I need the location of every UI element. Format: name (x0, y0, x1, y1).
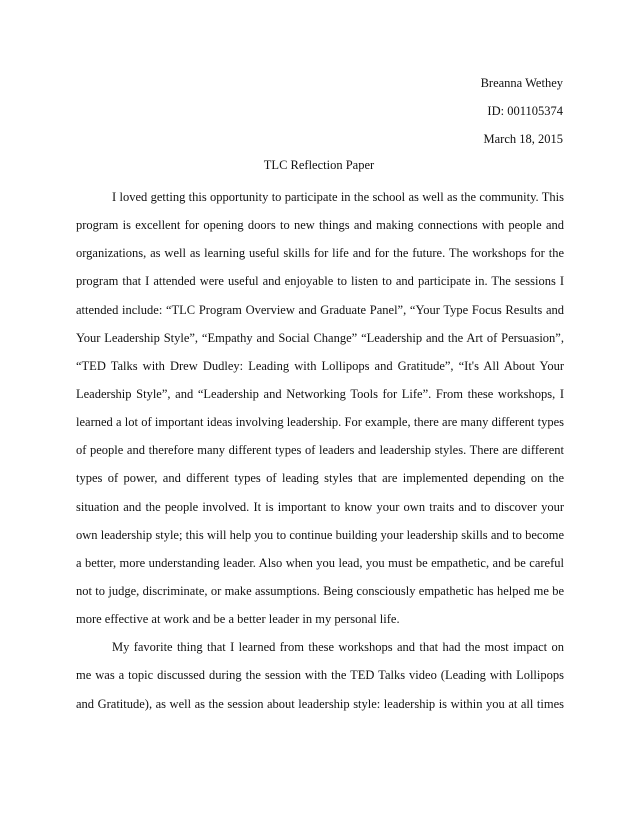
text-line: situation and the people involved. It is important to know your own traits and to discover your (76, 499, 564, 514)
text-line: “TED Talks with Drew Dudley: Leading with Lollipops and Gratitude”, “It's All About Your (76, 358, 564, 373)
text-line: Leadership Style”, and “Leadership and Networking Tools for Life”. From these workshops, I (76, 386, 564, 401)
text-line: learned a lot of important ideas involving leadership. For example, there are many different types (76, 415, 564, 430)
text-line: more effective at work and be a better leader in my personal life. (76, 612, 400, 627)
text-line: a better, more understanding leader. Also when you lead, you must be empathetic, and be careful (76, 555, 564, 570)
text-line: types of power, and different types of leading styles that are implemented depending on the (76, 471, 564, 486)
author-name: Breanna Wethey (480, 76, 563, 90)
text-line: Your Leadership Style”, “Empathy and Social Change” “Leadership and the Art of Persuasion”, (76, 330, 564, 345)
text-line: I loved getting this opportunity to participate in the school as well as the community. This (112, 190, 564, 204)
text-line: My favorite thing that I learned from these workshops and that had the most impact on (112, 640, 564, 655)
text-line: program is excellent for opening doors to new things and making connections with people and (76, 218, 564, 233)
text-line: of people and therefore many different types of leaders and leadership styles. There are different (76, 443, 564, 458)
text-line: attended include: “TLC Program Overview and Graduate Panel”, “Your Type Focus Results and (76, 302, 564, 317)
document-date: March 18, 2015 (483, 132, 563, 146)
text-line: organizations, as well as learning useful skills for life and for the future. The workshops for the (76, 246, 564, 261)
text-line: and Gratitude), as well as the session about leadership style: leadership is within you at all times (76, 696, 564, 711)
document-title: TLC Reflection Paper (263, 158, 375, 172)
body-text (76, 183, 564, 718)
text-line: not to judge, discriminate, or make assumptions. Being consciously empathetic has helped me be (76, 583, 564, 598)
text-line: own leadership style; this will help you to continue building your leadership skills and to become (76, 527, 564, 542)
text-line: program that I attended were useful and enjoyable to listen to and participate in. The sessions I (76, 274, 564, 289)
student-id: ID: 001105374 (487, 104, 563, 118)
text-line: me was a topic discussed during the session with the TED Talks video (Leading with Lollipops (76, 668, 564, 683)
